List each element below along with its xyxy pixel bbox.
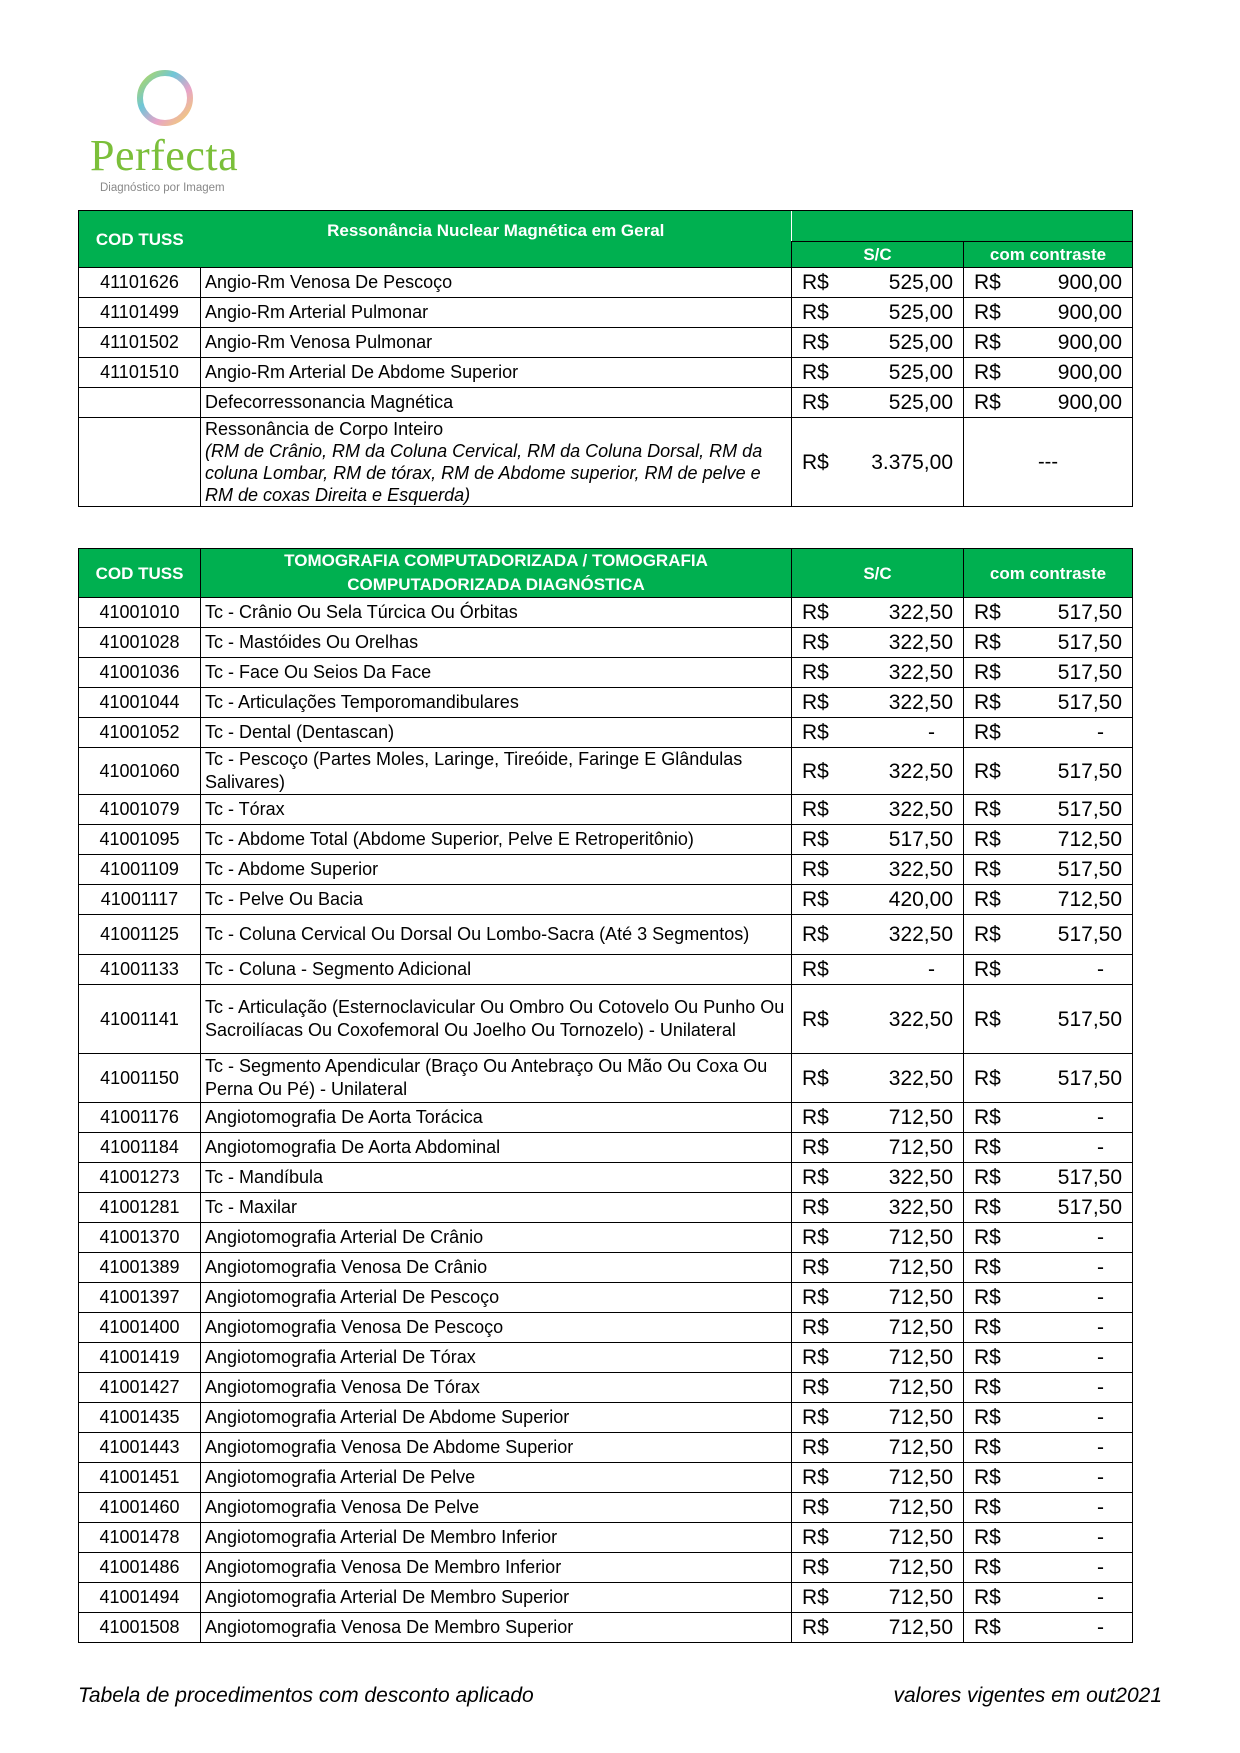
price-cc: 517,50	[1006, 598, 1133, 628]
currency-cc: R$	[964, 1133, 1006, 1163]
tuss-code: 41001125	[79, 915, 201, 955]
table-row	[79, 598, 1133, 628]
price-sc: 712,50	[834, 1463, 964, 1493]
procedure-name: Angiotomografia Venosa De Membro Superior	[201, 1613, 792, 1643]
table-row	[79, 795, 1133, 825]
tuss-code: 41001060	[79, 748, 201, 795]
currency-sc: R$	[792, 1283, 834, 1313]
procedure-name: Angiotomografia Venosa De Tórax	[201, 1373, 792, 1403]
procedure-name: Angiotomografia Venosa De Abdome Superior	[201, 1433, 792, 1463]
tuss-code: 41001273	[79, 1163, 201, 1193]
procedure-name: Angiotomografia Arterial De Crânio	[201, 1223, 792, 1253]
price-cc: -	[1006, 718, 1133, 748]
currency-cc: R$	[964, 1613, 1006, 1643]
currency-sc: R$	[792, 1193, 834, 1223]
price-sc: -	[834, 718, 964, 748]
price-sc: 525,00	[834, 358, 964, 388]
tuss-code: 41001435	[79, 1403, 201, 1433]
tuss-code: 41001010	[79, 598, 201, 628]
full-body-title: Ressonância de Corpo Inteiro	[205, 419, 444, 439]
procedure-name: Tc - Abdome Total (Abdome Superior, Pelve E Retroperitônio)	[201, 825, 792, 855]
currency-sc: R$	[792, 598, 834, 628]
currency-sc: R$	[792, 1463, 834, 1493]
price-sc: 322,50	[834, 795, 964, 825]
rm-price-table	[78, 210, 1133, 507]
currency-cc: R$	[964, 855, 1006, 885]
tuss-code: 41101502	[79, 328, 201, 358]
price-cc: -	[1006, 1373, 1133, 1403]
procedure-name: Angiotomografia Arterial De Membro Inferior	[201, 1523, 792, 1553]
price-cc: 517,50	[1006, 1054, 1133, 1103]
price-sc: 712,50	[834, 1373, 964, 1403]
price-cc: -	[1006, 1133, 1133, 1163]
table-row	[79, 955, 1133, 985]
procedure-name: Tc - Abdome Superior	[201, 855, 792, 885]
tuss-code: 41001443	[79, 1433, 201, 1463]
currency-sc: R$	[792, 1343, 834, 1373]
price-cc: 517,50	[1006, 855, 1133, 885]
tuss-code: 41001052	[79, 718, 201, 748]
currency-sc: R$	[792, 1523, 834, 1553]
procedure-name: Angio-Rm Arterial De Abdome Superior	[201, 358, 792, 388]
table-row	[79, 1133, 1133, 1163]
procedure-name: Angiotomografia De Aorta Abdominal	[201, 1133, 792, 1163]
tuss-code: 41001141	[79, 985, 201, 1054]
tuss-code	[79, 388, 201, 418]
table-row	[79, 1493, 1133, 1523]
price-sc: 322,50	[834, 855, 964, 885]
procedure-name	[201, 418, 792, 507]
price-cc: -	[1006, 1253, 1133, 1283]
tuss-code: 41001184	[79, 1133, 201, 1163]
table-row	[79, 1523, 1133, 1553]
table-row	[79, 1613, 1133, 1643]
price-sc: 322,50	[834, 1163, 964, 1193]
currency-sc: R$	[792, 1163, 834, 1193]
tuss-code: 41001486	[79, 1553, 201, 1583]
tuss-code: 41001397	[79, 1283, 201, 1313]
price-sc: 525,00	[834, 388, 964, 418]
procedure-name: Angiotomografia Venosa De Crânio	[201, 1253, 792, 1283]
price-sc: 712,50	[834, 1343, 964, 1373]
tc-code-header: COD TUSS	[79, 549, 201, 598]
tuss-code: 41001419	[79, 1343, 201, 1373]
procedure-name: Angiotomografia Arterial De Pelve	[201, 1463, 792, 1493]
price-cc: -	[1006, 1553, 1133, 1583]
tuss-code: 41001109	[79, 855, 201, 885]
price-sc: 322,50	[834, 748, 964, 795]
price-cc: -	[1006, 1463, 1133, 1493]
price-sc: 525,00	[834, 328, 964, 358]
tuss-code: 41001427	[79, 1373, 201, 1403]
currency-cc: R$	[964, 1283, 1006, 1313]
price-sc: 322,50	[834, 658, 964, 688]
procedure-name: Angiotomografia Arterial De Pescoço	[201, 1283, 792, 1313]
tuss-code: 41001460	[79, 1493, 201, 1523]
price-sc: 712,50	[834, 1523, 964, 1553]
price-cc: 712,50	[1006, 885, 1133, 915]
price-cc: 900,00	[1006, 268, 1133, 298]
table-row	[79, 358, 1133, 388]
procedure-name: Tc - Maxilar	[201, 1193, 792, 1223]
price-cc: 517,50	[1006, 658, 1133, 688]
price-cc: 517,50	[1006, 688, 1133, 718]
table-row	[79, 298, 1133, 328]
price-cc: -	[1006, 1103, 1133, 1133]
currency-cc: R$	[964, 1103, 1006, 1133]
tuss-code: 41001117	[79, 885, 201, 915]
table-row	[79, 1163, 1133, 1193]
rm-sc-header: S/C	[792, 242, 964, 268]
perfecta-logo	[90, 66, 260, 196]
procedure-name: Angio-Rm Venosa De Pescoço	[201, 268, 792, 298]
procedure-name: Tc - Tórax	[201, 795, 792, 825]
currency-cc: R$	[964, 268, 1006, 298]
price-sc: 517,50	[834, 825, 964, 855]
table-row	[79, 1343, 1133, 1373]
table-row	[79, 1583, 1133, 1613]
tuss-code: 41001079	[79, 795, 201, 825]
currency-sc: R$	[792, 1103, 834, 1133]
table-row	[79, 1054, 1133, 1103]
currency-sc: R$	[792, 298, 834, 328]
currency-cc: R$	[964, 885, 1006, 915]
price-sc: 712,50	[834, 1313, 964, 1343]
price-cc: 517,50	[1006, 985, 1133, 1054]
price-sc: 322,50	[834, 598, 964, 628]
table-row	[79, 1553, 1133, 1583]
tuss-code: 41001478	[79, 1523, 201, 1553]
procedure-name: Defecorressonancia Magnética	[201, 388, 792, 418]
tuss-code: 41001133	[79, 955, 201, 985]
currency-cc: R$	[964, 1223, 1006, 1253]
procedure-name: Tc - Pescoço (Partes Moles, Laringe, Tireóide, Faringe E Glândulas Salivares)	[201, 748, 792, 795]
price-cc: -	[1006, 1343, 1133, 1373]
currency-sc: R$	[792, 1493, 834, 1523]
price-sc: 712,50	[834, 1493, 964, 1523]
price-sc: 712,50	[834, 1583, 964, 1613]
price-cc: 712,50	[1006, 825, 1133, 855]
table-row	[79, 1253, 1133, 1283]
currency-cc: R$	[964, 985, 1006, 1054]
table-row	[79, 855, 1133, 885]
price-sc: 712,50	[834, 1433, 964, 1463]
currency-sc: R$	[792, 1583, 834, 1613]
full-body-detail: (RM de Crânio, RM da Coluna Cervical, RM da Coluna Dorsal, RM da coluna Lombar, RM de tórax, RM de Abdome superior, RM de pelve e RM de coxas Direita e Esquerda)	[205, 441, 763, 505]
currency-sc: R$	[792, 268, 834, 298]
currency-sc: R$	[792, 915, 834, 955]
tuss-code: 41001095	[79, 825, 201, 855]
price-cc: -	[1006, 1523, 1133, 1553]
tuss-code: 41001044	[79, 688, 201, 718]
price-cc: 900,00	[1006, 328, 1133, 358]
tc-cc-header: com contraste	[964, 549, 1133, 598]
procedure-name: Tc - Face Ou Seios Da Face	[201, 658, 792, 688]
currency-sc: R$	[792, 1433, 834, 1463]
price-cc: -	[1006, 1583, 1133, 1613]
price-cc: ---	[964, 418, 1133, 507]
currency-sc: R$	[792, 955, 834, 985]
price-sc: 712,50	[834, 1103, 964, 1133]
table-row	[79, 985, 1133, 1054]
table-row	[79, 748, 1133, 795]
logo-ring-icon	[90, 66, 260, 136]
price-cc: -	[1006, 1493, 1133, 1523]
table-row-full-body	[79, 418, 1133, 507]
currency-cc: R$	[964, 658, 1006, 688]
price-cc: 517,50	[1006, 628, 1133, 658]
tuss-code: 41001494	[79, 1583, 201, 1613]
price-cc: 900,00	[1006, 358, 1133, 388]
table-row	[79, 1313, 1133, 1343]
table-row	[79, 328, 1133, 358]
price-cc: -	[1006, 1403, 1133, 1433]
currency-sc: R$	[792, 328, 834, 358]
tuss-code: 41001400	[79, 1313, 201, 1343]
currency-cc: R$	[964, 1163, 1006, 1193]
currency-sc: R$	[792, 628, 834, 658]
tuss-code: 41001176	[79, 1103, 201, 1133]
rm-header-spacer	[792, 211, 1133, 242]
tc-sc-header: S/C	[792, 549, 964, 598]
currency-sc: R$	[792, 748, 834, 795]
price-cc: -	[1006, 1283, 1133, 1313]
currency-cc: R$	[964, 1054, 1006, 1103]
price-cc: 900,00	[1006, 388, 1133, 418]
tuss-code: 41101626	[79, 268, 201, 298]
currency-cc: R$	[964, 825, 1006, 855]
currency-sc: R$	[792, 1613, 834, 1643]
footer-validity: valores vigentes em out2021	[893, 1684, 1162, 1707]
currency-sc: R$	[792, 885, 834, 915]
currency-cc: R$	[964, 1313, 1006, 1343]
price-sc: 420,00	[834, 885, 964, 915]
price-sc: 322,50	[834, 985, 964, 1054]
currency-cc: R$	[964, 1523, 1006, 1553]
currency-sc: R$	[792, 418, 834, 507]
rm-code-header: COD TUSS	[79, 211, 201, 268]
currency-cc: R$	[964, 298, 1006, 328]
table-row	[79, 688, 1133, 718]
currency-sc: R$	[792, 658, 834, 688]
price-cc: -	[1006, 1313, 1133, 1343]
tuss-code: 41001028	[79, 628, 201, 658]
price-sc: 712,50	[834, 1253, 964, 1283]
table-row	[79, 1193, 1133, 1223]
currency-cc: R$	[964, 688, 1006, 718]
price-cc: -	[1006, 1433, 1133, 1463]
table-row	[79, 268, 1133, 298]
price-sc: 712,50	[834, 1613, 964, 1643]
procedure-name: Angiotomografia Arterial De Membro Superior	[201, 1583, 792, 1613]
currency-sc: R$	[792, 795, 834, 825]
procedure-name: Angiotomografia De Aorta Torácica	[201, 1103, 792, 1133]
table-row	[79, 1373, 1133, 1403]
price-cc: -	[1006, 1613, 1133, 1643]
currency-cc: R$	[964, 1343, 1006, 1373]
currency-cc: R$	[964, 1403, 1006, 1433]
table-row	[79, 1463, 1133, 1493]
currency-sc: R$	[792, 1133, 834, 1163]
price-cc: 517,50	[1006, 1193, 1133, 1223]
procedure-name: Angio-Rm Arterial Pulmonar	[201, 298, 792, 328]
currency-cc: R$	[964, 1433, 1006, 1463]
rm-section-title: Ressonância Nuclear Magnética em Geral	[201, 211, 792, 268]
procedure-name: Tc - Dental (Dentascan)	[201, 718, 792, 748]
currency-cc: R$	[964, 1583, 1006, 1613]
currency-cc: R$	[964, 795, 1006, 825]
procedure-name: Tc - Pelve Ou Bacia	[201, 885, 792, 915]
rm-header-row	[79, 211, 1133, 242]
table-row	[79, 388, 1133, 418]
procedure-name: Tc - Articulações Temporomandibulares	[201, 688, 792, 718]
currency-sc: R$	[792, 1253, 834, 1283]
procedure-name: Angiotomografia Arterial De Abdome Superior	[201, 1403, 792, 1433]
currency-cc: R$	[964, 328, 1006, 358]
price-cc: 517,50	[1006, 1163, 1133, 1193]
currency-cc: R$	[964, 358, 1006, 388]
tc-section-title: TOMOGRAFIA COMPUTADORIZADA / TOMOGRAFIA COMPUTADORIZADA DIAGNÓSTICA	[201, 549, 792, 598]
currency-sc: R$	[792, 1553, 834, 1583]
table-row	[79, 718, 1133, 748]
currency-sc: R$	[792, 718, 834, 748]
currency-cc: R$	[964, 1463, 1006, 1493]
price-sc: 322,50	[834, 915, 964, 955]
price-sc: 322,50	[834, 1193, 964, 1223]
tuss-code: 41001370	[79, 1223, 201, 1253]
tuss-code: 41001508	[79, 1613, 201, 1643]
tuss-code: 41001389	[79, 1253, 201, 1283]
table-row	[79, 915, 1133, 955]
table-row	[79, 825, 1133, 855]
table-row	[79, 628, 1133, 658]
currency-cc: R$	[964, 1193, 1006, 1223]
currency-sc: R$	[792, 1403, 834, 1433]
procedure-name: Angiotomografia Venosa De Pescoço	[201, 1313, 792, 1343]
procedure-name: Tc - Mandíbula	[201, 1163, 792, 1193]
price-sc: 322,50	[834, 628, 964, 658]
currency-sc: R$	[792, 825, 834, 855]
price-sc: 322,50	[834, 688, 964, 718]
table-row	[79, 1433, 1133, 1463]
table-row	[79, 1403, 1133, 1433]
price-cc: -	[1006, 1223, 1133, 1253]
currency-cc: R$	[964, 598, 1006, 628]
procedure-name: Angiotomografia Venosa De Membro Inferior	[201, 1553, 792, 1583]
currency-cc: R$	[964, 1253, 1006, 1283]
price-cc: 900,00	[1006, 298, 1133, 328]
currency-sc: R$	[792, 855, 834, 885]
currency-cc: R$	[964, 1373, 1006, 1403]
tc-header-row	[79, 549, 1133, 598]
rm-cc-header: com contraste	[964, 242, 1133, 268]
currency-sc: R$	[792, 1223, 834, 1253]
currency-cc: R$	[964, 388, 1006, 418]
procedure-name: Tc - Segmento Apendicular (Braço Ou Antebraço Ou Mão Ou Coxa Ou Perna Ou Pé) - Unilateral	[201, 1054, 792, 1103]
price-sc: -	[834, 955, 964, 985]
tuss-code: 41001150	[79, 1054, 201, 1103]
procedure-name: Tc - Articulação (Esternoclavicular Ou Ombro Ou Cotovelo Ou Punho Ou Sacroilíacas Ou Coxofemoral Ou Joelho Ou Tornozelo) - Unilateral	[201, 985, 792, 1054]
price-cc: 517,50	[1006, 915, 1133, 955]
tc-price-table	[78, 548, 1133, 1643]
price-cc: 517,50	[1006, 748, 1133, 795]
tuss-code: 41001036	[79, 658, 201, 688]
price-sc: 712,50	[834, 1283, 964, 1313]
currency-cc: R$	[964, 718, 1006, 748]
currency-cc: R$	[964, 1493, 1006, 1523]
tuss-code: 41001451	[79, 1463, 201, 1493]
procedure-name: Tc - Crânio Ou Sela Túrcica Ou Órbitas	[201, 598, 792, 628]
procedure-name: Angiotomografia Venosa De Pelve	[201, 1493, 792, 1523]
currency-cc: R$	[964, 1553, 1006, 1583]
tuss-code	[79, 418, 201, 507]
price-sc: 525,00	[834, 298, 964, 328]
procedure-name: Tc - Mastóides Ou Orelhas	[201, 628, 792, 658]
procedure-name: Angiotomografia Arterial De Tórax	[201, 1343, 792, 1373]
table-row	[79, 885, 1133, 915]
price-sc: 712,50	[834, 1133, 964, 1163]
currency-sc: R$	[792, 1373, 834, 1403]
currency-sc: R$	[792, 1054, 834, 1103]
currency-cc: R$	[964, 628, 1006, 658]
table-row	[79, 658, 1133, 688]
procedure-name: Angio-Rm Venosa Pulmonar	[201, 328, 792, 358]
table-row	[79, 1103, 1133, 1133]
price-sc: 712,50	[834, 1223, 964, 1253]
currency-sc: R$	[792, 688, 834, 718]
table-row	[79, 1223, 1133, 1253]
tuss-code: 41101510	[79, 358, 201, 388]
procedure-name: Tc - Coluna - Segmento Adicional	[201, 955, 792, 985]
tuss-code: 41001281	[79, 1193, 201, 1223]
price-cc: 517,50	[1006, 795, 1133, 825]
price-sc: 3.375,00	[834, 418, 964, 507]
currency-cc: R$	[964, 955, 1006, 985]
currency-sc: R$	[792, 388, 834, 418]
currency-cc: R$	[964, 915, 1006, 955]
currency-sc: R$	[792, 1313, 834, 1343]
price-cc: -	[1006, 955, 1133, 985]
table-row	[79, 1283, 1133, 1313]
price-sc: 712,50	[834, 1403, 964, 1433]
currency-cc: R$	[964, 748, 1006, 795]
footer-note: Tabela de procedimentos com desconto aplicado	[78, 1684, 534, 1707]
price-sc: 525,00	[834, 268, 964, 298]
logo-name: Perfecta	[90, 131, 239, 180]
price-sc: 712,50	[834, 1553, 964, 1583]
currency-sc: R$	[792, 985, 834, 1054]
price-sc: 322,50	[834, 1054, 964, 1103]
currency-sc: R$	[792, 358, 834, 388]
tuss-code: 41101499	[79, 298, 201, 328]
procedure-name: Tc - Coluna Cervical Ou Dorsal Ou Lombo-Sacra (Até 3 Segmentos)	[201, 915, 792, 955]
logo-tagline: Diagnóstico por Imagem	[100, 182, 225, 194]
